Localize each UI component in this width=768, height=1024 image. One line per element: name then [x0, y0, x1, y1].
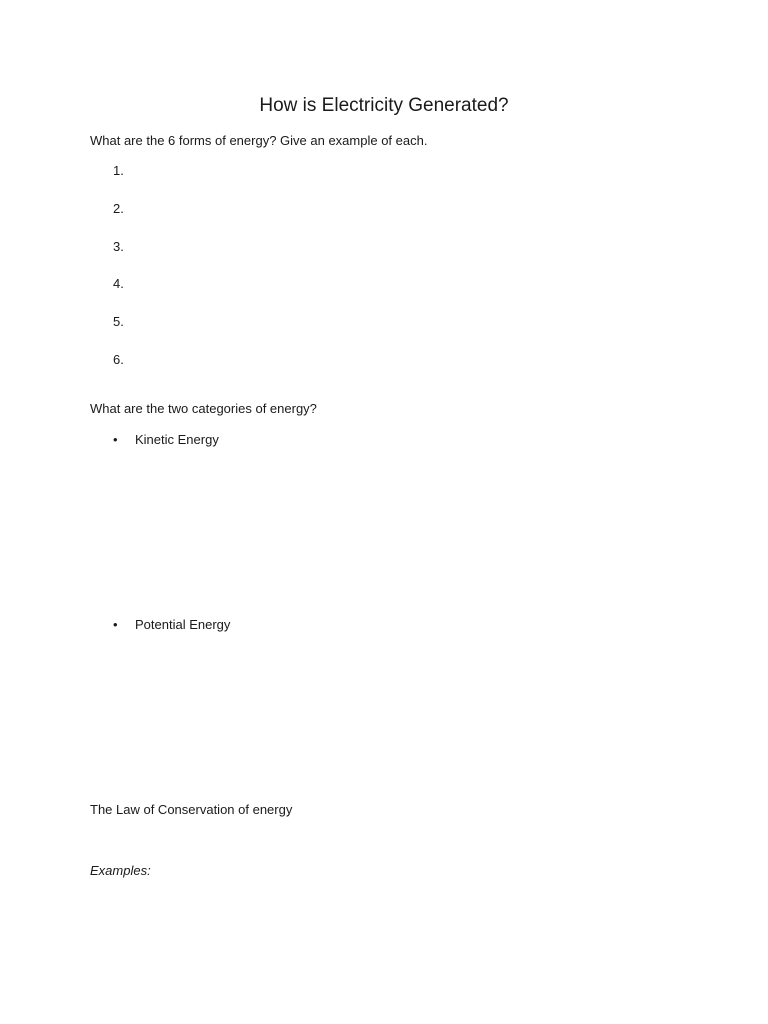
page-title: How is Electricity Generated? — [259, 95, 509, 116]
question-forms-of-energy: What are the 6 forms of energy? Give an example of each. — [90, 133, 428, 148]
law-of-conservation-heading: The Law of Conservation of energy — [90, 802, 293, 817]
numbered-item-1: 1. — [113, 163, 124, 178]
bullet-item-potential — [113, 616, 230, 634]
bullet-icon: • — [113, 617, 118, 632]
examples-label: Examples: — [90, 863, 151, 878]
numbered-item-2: 2. — [113, 201, 124, 216]
bullet-item-kinetic — [113, 431, 219, 449]
numbered-item-4: 4. — [113, 276, 124, 291]
question-categories-of-energy: What are the two categories of energy? — [90, 401, 317, 416]
bullet-icon: • — [113, 432, 118, 447]
numbered-item-5: 5. — [113, 314, 124, 329]
bullet-label-potential: Potential Energy — [135, 617, 231, 632]
bullet-label-kinetic: Kinetic Energy — [135, 432, 219, 447]
numbered-item-3: 3. — [113, 239, 124, 254]
numbered-item-6: 6. — [113, 352, 124, 367]
